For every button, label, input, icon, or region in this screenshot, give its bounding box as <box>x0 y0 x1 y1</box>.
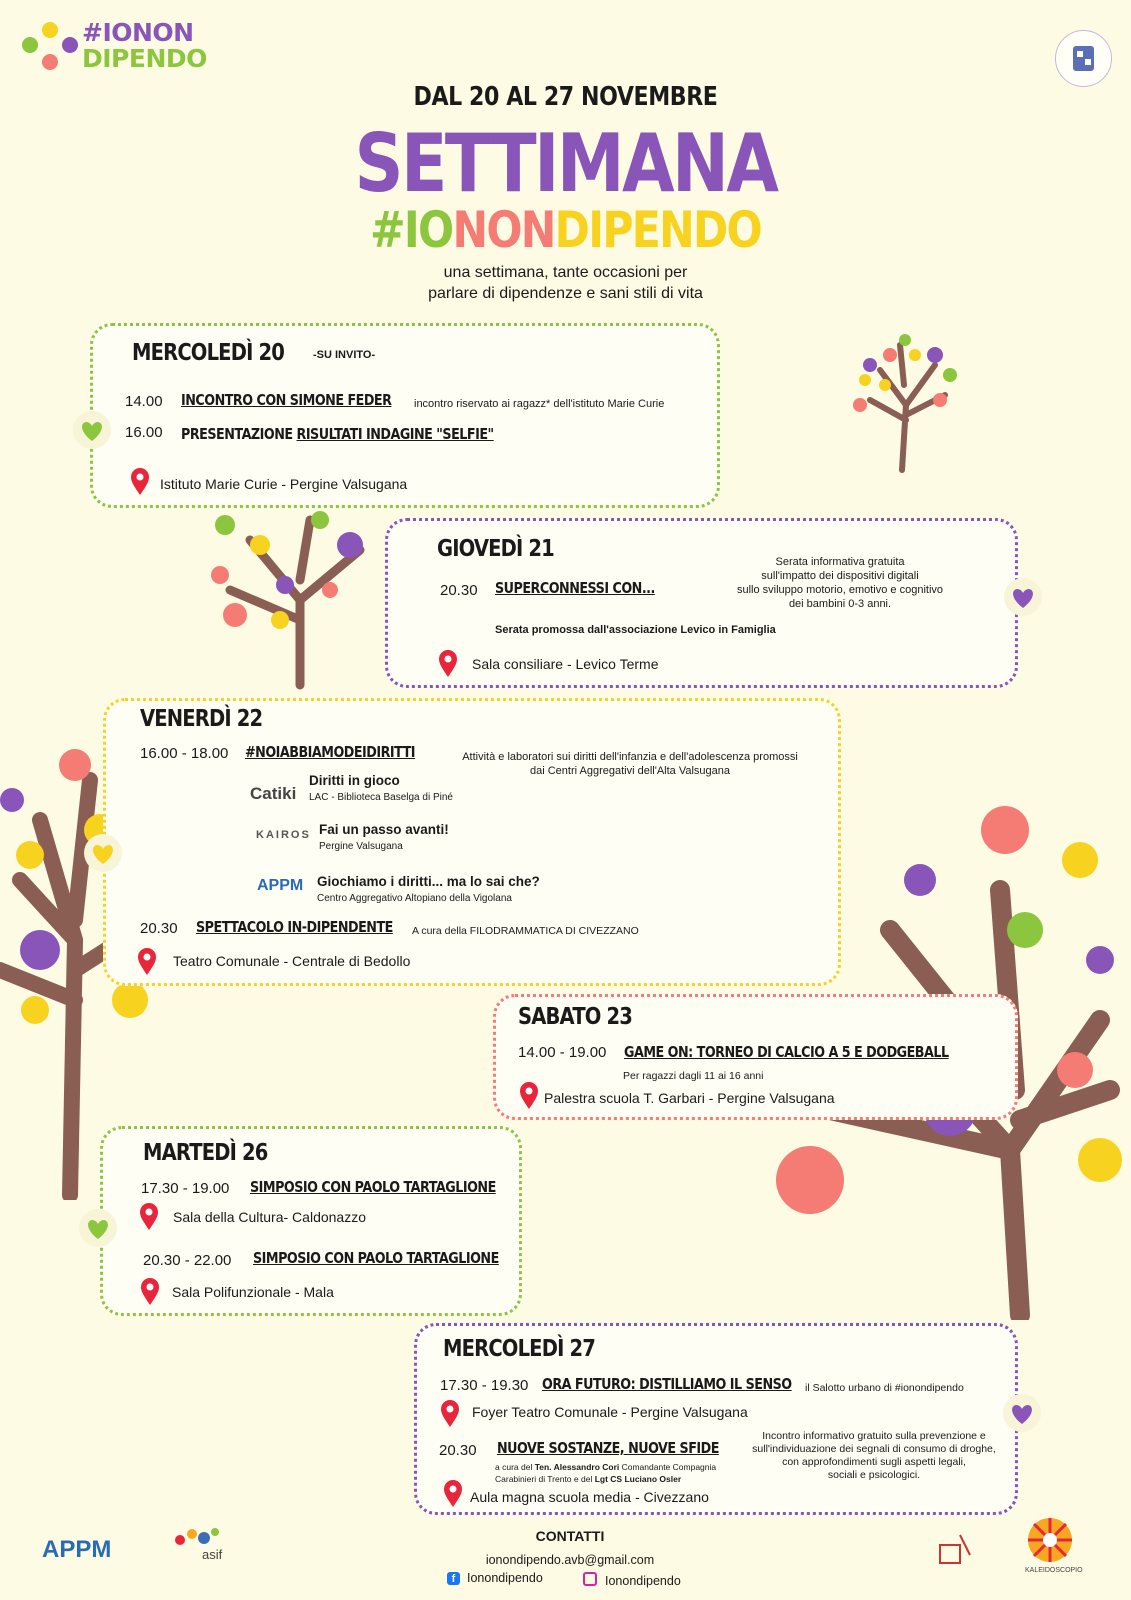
event-credit <box>495 1461 716 1485</box>
heart-icon <box>78 1208 118 1248</box>
event-title: NUOVE SOSTANZE, NUOVE SFIDE <box>497 1439 719 1457</box>
event-time: 20.30 <box>140 920 178 937</box>
brand-logo <box>20 20 220 75</box>
event-title-main: RISULTATI INDAGINE "SELFIE" <box>296 425 494 443</box>
kairos-logo: KAIROS <box>256 829 311 841</box>
event-location: Sala consiliare - Levico Terme <box>472 656 659 672</box>
event-title: SUPERCONNESSI CON... <box>495 579 655 597</box>
flower-logo-icon <box>20 20 80 75</box>
location-pin-icon <box>140 1278 160 1306</box>
event-description <box>715 555 965 611</box>
tree-mid-left-decoration <box>200 500 390 690</box>
sub-event-location: Centro Aggregativo Altopiano della Vigolana <box>317 893 512 904</box>
credit-person: Ten. Alessandro Cori <box>534 1462 620 1472</box>
tagline-line-2: parlare di dipendenze e sani stili di vita <box>428 285 703 302</box>
event-note: il Salotto urbano di #ionondipendo <box>805 1382 964 1394</box>
event-title: SIMPOSIO CON PAOLO TARTAGLIONE <box>253 1249 499 1267</box>
hashtag-title <box>85 200 1046 260</box>
event-time: 20.30 <box>439 1442 477 1459</box>
event-location: Teatro Comunale - Centrale di Bedollo <box>173 953 411 969</box>
event-title: #NOIABBIAMODEIDIRITTI <box>245 743 416 761</box>
tree-top-right-decoration <box>840 325 970 475</box>
sub-event-title: Fai un passo avanti! <box>319 822 449 837</box>
event-note: incontro riservato ai ragazz* dell'istituto Marie Curie <box>414 398 665 410</box>
event-title-prefix: PRESENTAZIONE <box>181 425 297 443</box>
event-location: Aula magna scuola media - Civezzano <box>470 1489 709 1505</box>
location-pin-icon <box>130 468 150 496</box>
kaleidoscopio-logo <box>1025 1515 1085 1585</box>
note-line: Attività e laboratori sui diritti dell'infanzia e dell'adolescenza promossi <box>462 751 798 763</box>
hashtag-non: NON <box>452 201 555 259</box>
kaleidoscopio-text: KALEIDOSCOPIO <box>1025 1567 1083 1574</box>
event-title: INCONTRO CON SIMONE FEDER <box>181 391 392 409</box>
heart-icon <box>72 410 112 450</box>
location-pin-icon <box>519 1082 539 1110</box>
castle-icon <box>930 1530 980 1575</box>
credit-line <box>495 1461 716 1473</box>
event-title: SIMPOSIO CON PAOLO TARTAGLIONE <box>250 1178 496 1196</box>
facebook-contact[interactable] <box>447 1571 543 1585</box>
desc-line: dei bambini 0-3 anni. <box>788 598 892 610</box>
asif-logo-text: asif <box>202 1547 223 1562</box>
desc-line: Incontro informativo gratuito sulla prevenzione e <box>762 1430 986 1442</box>
credit-text: a cura del <box>495 1462 535 1472</box>
asif-logo <box>172 1525 242 1570</box>
note-line: dai Centri Aggregativi dell'Alta Valsugana <box>529 765 731 777</box>
contact-email[interactable]: ionondipendo.avb@gmail.com <box>485 1553 655 1567</box>
event-title: SPETTACOLO IN-DIPENDENTE <box>196 918 393 936</box>
credit-text: Comandante Compagnia <box>619 1462 717 1472</box>
event-title: GAME ON: TORNEO DI CALCIO A 5 E DODGEBALL <box>624 1043 949 1061</box>
event-location: Palestra scuola T. Garbari - Pergine Valsugana <box>544 1090 835 1106</box>
sub-event-title: Giochiamo i diritti... ma lo sai che? <box>317 874 540 889</box>
hashtag-dipendo: DIPENDO <box>554 201 761 259</box>
municipality-emblem <box>1055 30 1112 87</box>
instagram-contact[interactable] <box>583 1572 681 1588</box>
event-time: 17.30 - 19.00 <box>141 1180 230 1197</box>
hashtag-io: #IO <box>370 201 453 259</box>
event-note: Per ragazzi dagli 11 ai 16 anni <box>623 1070 764 1082</box>
sub-event-location: Pergine Valsugana <box>319 841 403 852</box>
event-time: 14.00 <box>125 393 163 410</box>
day-title-sat23: SABATO 23 <box>518 1004 633 1030</box>
desc-line: Serata informativa gratuita <box>775 556 905 568</box>
desc-line: sull'individuazione dei segnali di consumo di droghe, <box>752 1443 996 1455</box>
location-pin-icon <box>440 1400 460 1428</box>
instagram-handle: Ionondipendo <box>605 1574 681 1588</box>
logo-line-1: #IONON <box>82 18 194 47</box>
heart-icon <box>1003 577 1043 617</box>
event-location: Istituto Marie Curie - Pergine Valsugana <box>160 476 408 492</box>
event-note <box>440 750 820 778</box>
event-time: 14.00 - 19.00 <box>518 1044 607 1061</box>
event-description <box>735 1430 1013 1482</box>
event-title: ORA FUTURO: DISTILLIAMO IL SENSO <box>542 1375 792 1393</box>
location-pin-icon <box>438 650 458 678</box>
sub-event-title: Diritti in gioco <box>309 773 400 788</box>
day-title-wed20: MERCOLEDÌ 20 <box>132 340 284 366</box>
event-time: 20.30 - 22.00 <box>143 1252 232 1269</box>
credit-text: Carabinieri di Trento e del <box>495 1474 595 1484</box>
day-title-fri22: VENERDÌ 22 <box>140 706 263 732</box>
catiki-logo: Catiki <box>250 784 297 803</box>
kaleidoscope-icon <box>1025 1515 1075 1565</box>
coat-of-arms-icon <box>1056 31 1111 86</box>
event-title <box>181 425 494 443</box>
footer-appm-logo: APPM <box>42 1536 112 1563</box>
event-time: 17.30 - 19.30 <box>440 1377 529 1394</box>
desc-line: sociali e psicologici. <box>827 1469 921 1481</box>
day-title-thu21: GIOVEDÌ 21 <box>437 536 554 562</box>
event-time: 16.00 - 18.00 <box>140 745 229 762</box>
logo-line-2: DIPENDO <box>82 44 207 73</box>
credit-line <box>495 1473 716 1485</box>
credit-person: Lgt CS Luciano Osler <box>594 1474 682 1484</box>
event-time: 16.00 <box>125 424 163 441</box>
event-location: Sala della Cultura- Caldonazzo <box>173 1209 366 1225</box>
invite-tag: -SU INVITO- <box>313 349 376 361</box>
location-pin-icon <box>443 1480 463 1508</box>
facebook-icon: f <box>447 1572 460 1585</box>
day-card-fri22 <box>103 698 841 986</box>
location-pin-icon <box>139 1203 159 1231</box>
desc-line: sull'impatto dei dispositivi digitali <box>761 570 919 582</box>
heart-icon <box>1002 1393 1042 1433</box>
event-location: Sala Polifunzionale - Mala <box>172 1284 334 1300</box>
location-pin-icon <box>137 948 157 976</box>
heart-icon <box>83 833 123 873</box>
facebook-handle: Ionondipendo <box>467 1571 543 1585</box>
desc-line: con approfondimenti sugli aspetti legali, <box>782 1456 966 1468</box>
contacts-title: CONTATTI <box>535 1528 605 1544</box>
tagline-line-1: una settimana, tante occasioni per <box>443 264 688 281</box>
event-location: Foyer Teatro Comunale - Pergine Valsugana <box>472 1404 748 1420</box>
day-title-tue26: MARTEDÌ 26 <box>143 1140 268 1166</box>
municipality-footer-logo <box>930 1530 980 1575</box>
event-promoter: Serata promossa dall'associazione Levico in Famiglia <box>495 624 776 636</box>
day-title-wed27: MERCOLEDÌ 27 <box>443 1336 595 1362</box>
appm-logo: APPM <box>257 877 304 894</box>
event-time: 20.30 <box>440 582 478 599</box>
dates-heading: DAL 20 AL 27 NOVEMBRE <box>413 82 718 112</box>
sub-event-location: LAC - Biblioteca Baselga di Piné <box>309 792 453 803</box>
main-title: SETTIMANA <box>354 117 777 210</box>
instagram-icon <box>583 1572 597 1586</box>
desc-line: sullo sviluppo motorio, emotivo e cognitivo <box>736 584 944 596</box>
event-note: A cura della FILODRAMMATICA DI CIVEZZANO <box>412 925 639 937</box>
